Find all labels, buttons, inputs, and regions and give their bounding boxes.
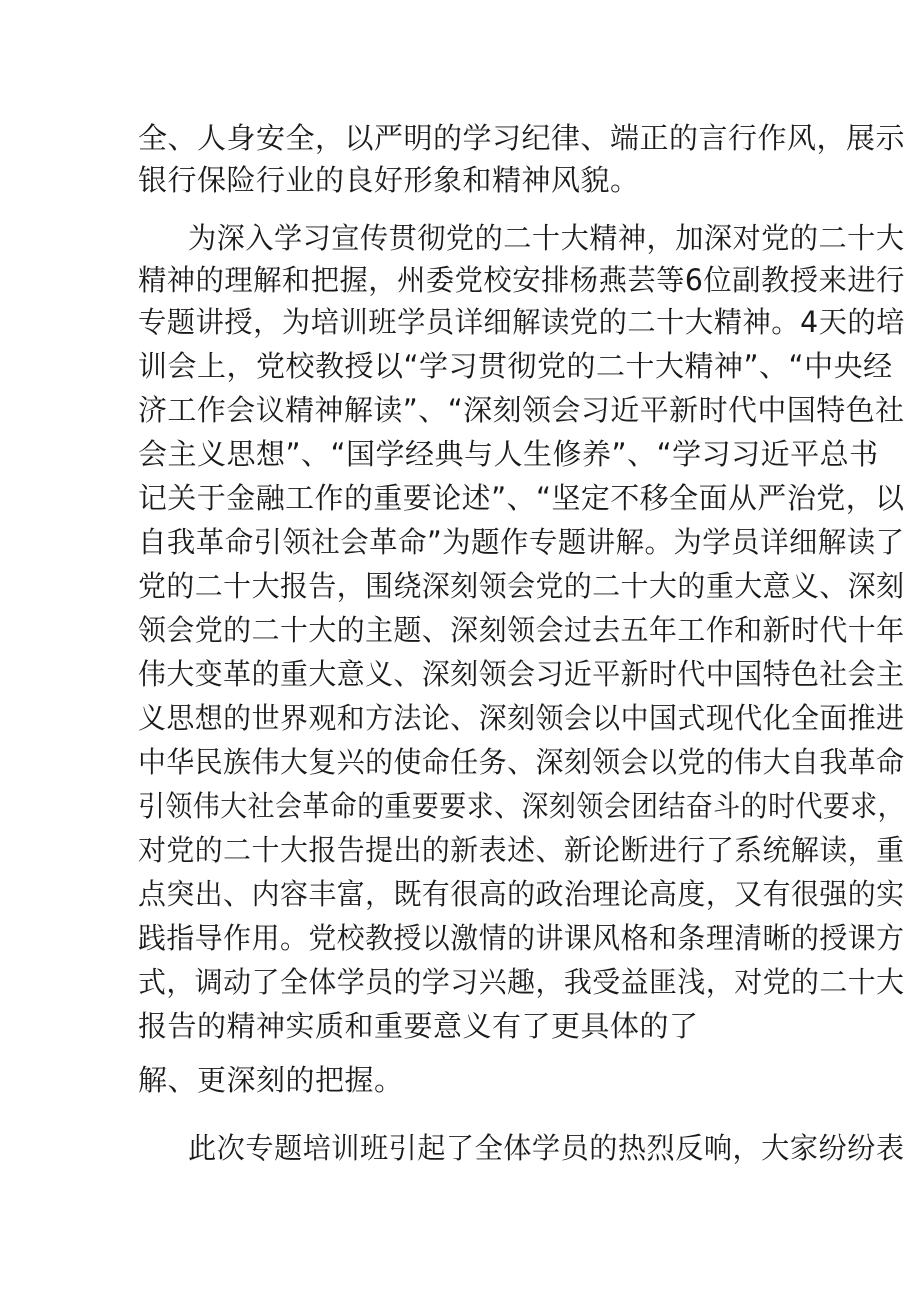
- text-line: 践指导作用。党校教授以激情的讲课风格和条理清晰的授课方: [138, 921, 905, 955]
- text-line: 式，调动了全体学员的学习兴趣，我受益匪浅，对党的二十大: [138, 965, 905, 999]
- text-line: 记关于金融工作的重要论述”、“坚定不移全面从严治党，以: [138, 481, 905, 515]
- text-line: 会主义思想”、“国学经典与人生修养”、“学习习近平总书: [138, 437, 879, 471]
- text-line: 报告的精神实质和重要意义有了更具体的了: [138, 1009, 699, 1043]
- text-line: 对党的二十大报告提出的新表述、新论断进行了系统解读，重: [138, 833, 905, 867]
- text-line: 精神的理解和把握，州委党校安排杨燕芸等6位副教授来进行: [138, 263, 905, 297]
- paragraph-first-line: 为深入学习宣传贯彻党的二十大精神，加深对党的二十大: [188, 221, 905, 255]
- text-line: 党的二十大报告，围绕深刻领会党的二十大的重大意义、深刻: [138, 569, 905, 603]
- text-line: 引领伟大社会革命的重要要求、深刻领会团结奋斗的时代要求，: [138, 789, 906, 823]
- text-line: 伟大变革的重大意义、深刻领会习近平新时代中国特色社会主: [138, 657, 905, 691]
- text-line: 济工作会议精神解读”、“深刻领会习近平新时代中国特色社: [138, 393, 905, 427]
- text-line: 全、人身安全，以严明的学习纪律、端正的言行作风，展示: [138, 121, 906, 155]
- text-line: 点突出、内容丰富，既有很高的政治理论高度，又有很强的实: [138, 877, 905, 911]
- text-line: 银行保险行业的良好形象和精神风貌。: [138, 163, 640, 197]
- text-line: 专题讲授，为培训班学员详细解读党的二十大精神。4天的培: [138, 305, 905, 339]
- text-line: 义思想的世界观和方法论、深刻领会以中国式现代化全面推进: [138, 701, 905, 735]
- text-line: 领会党的二十大的主题、深刻领会过去五年工作和新时代十年: [138, 613, 905, 647]
- text-line: 自我革命引领社会革命”为题作专题讲解。为学员详细解读了: [138, 525, 905, 559]
- text-line: 中华民族伟大复兴的使命任务、深刻领会以党的伟大自我革命: [138, 745, 905, 779]
- text-line: 训会上，党校教授以“学习贯彻党的二十大精神”、“中央经: [138, 349, 893, 383]
- paragraph-first-line: 此次专题培训班引起了全体学员的热烈反响，大家纷纷表: [188, 1131, 905, 1165]
- text-line: 解、更深刻的把握。: [138, 1063, 404, 1097]
